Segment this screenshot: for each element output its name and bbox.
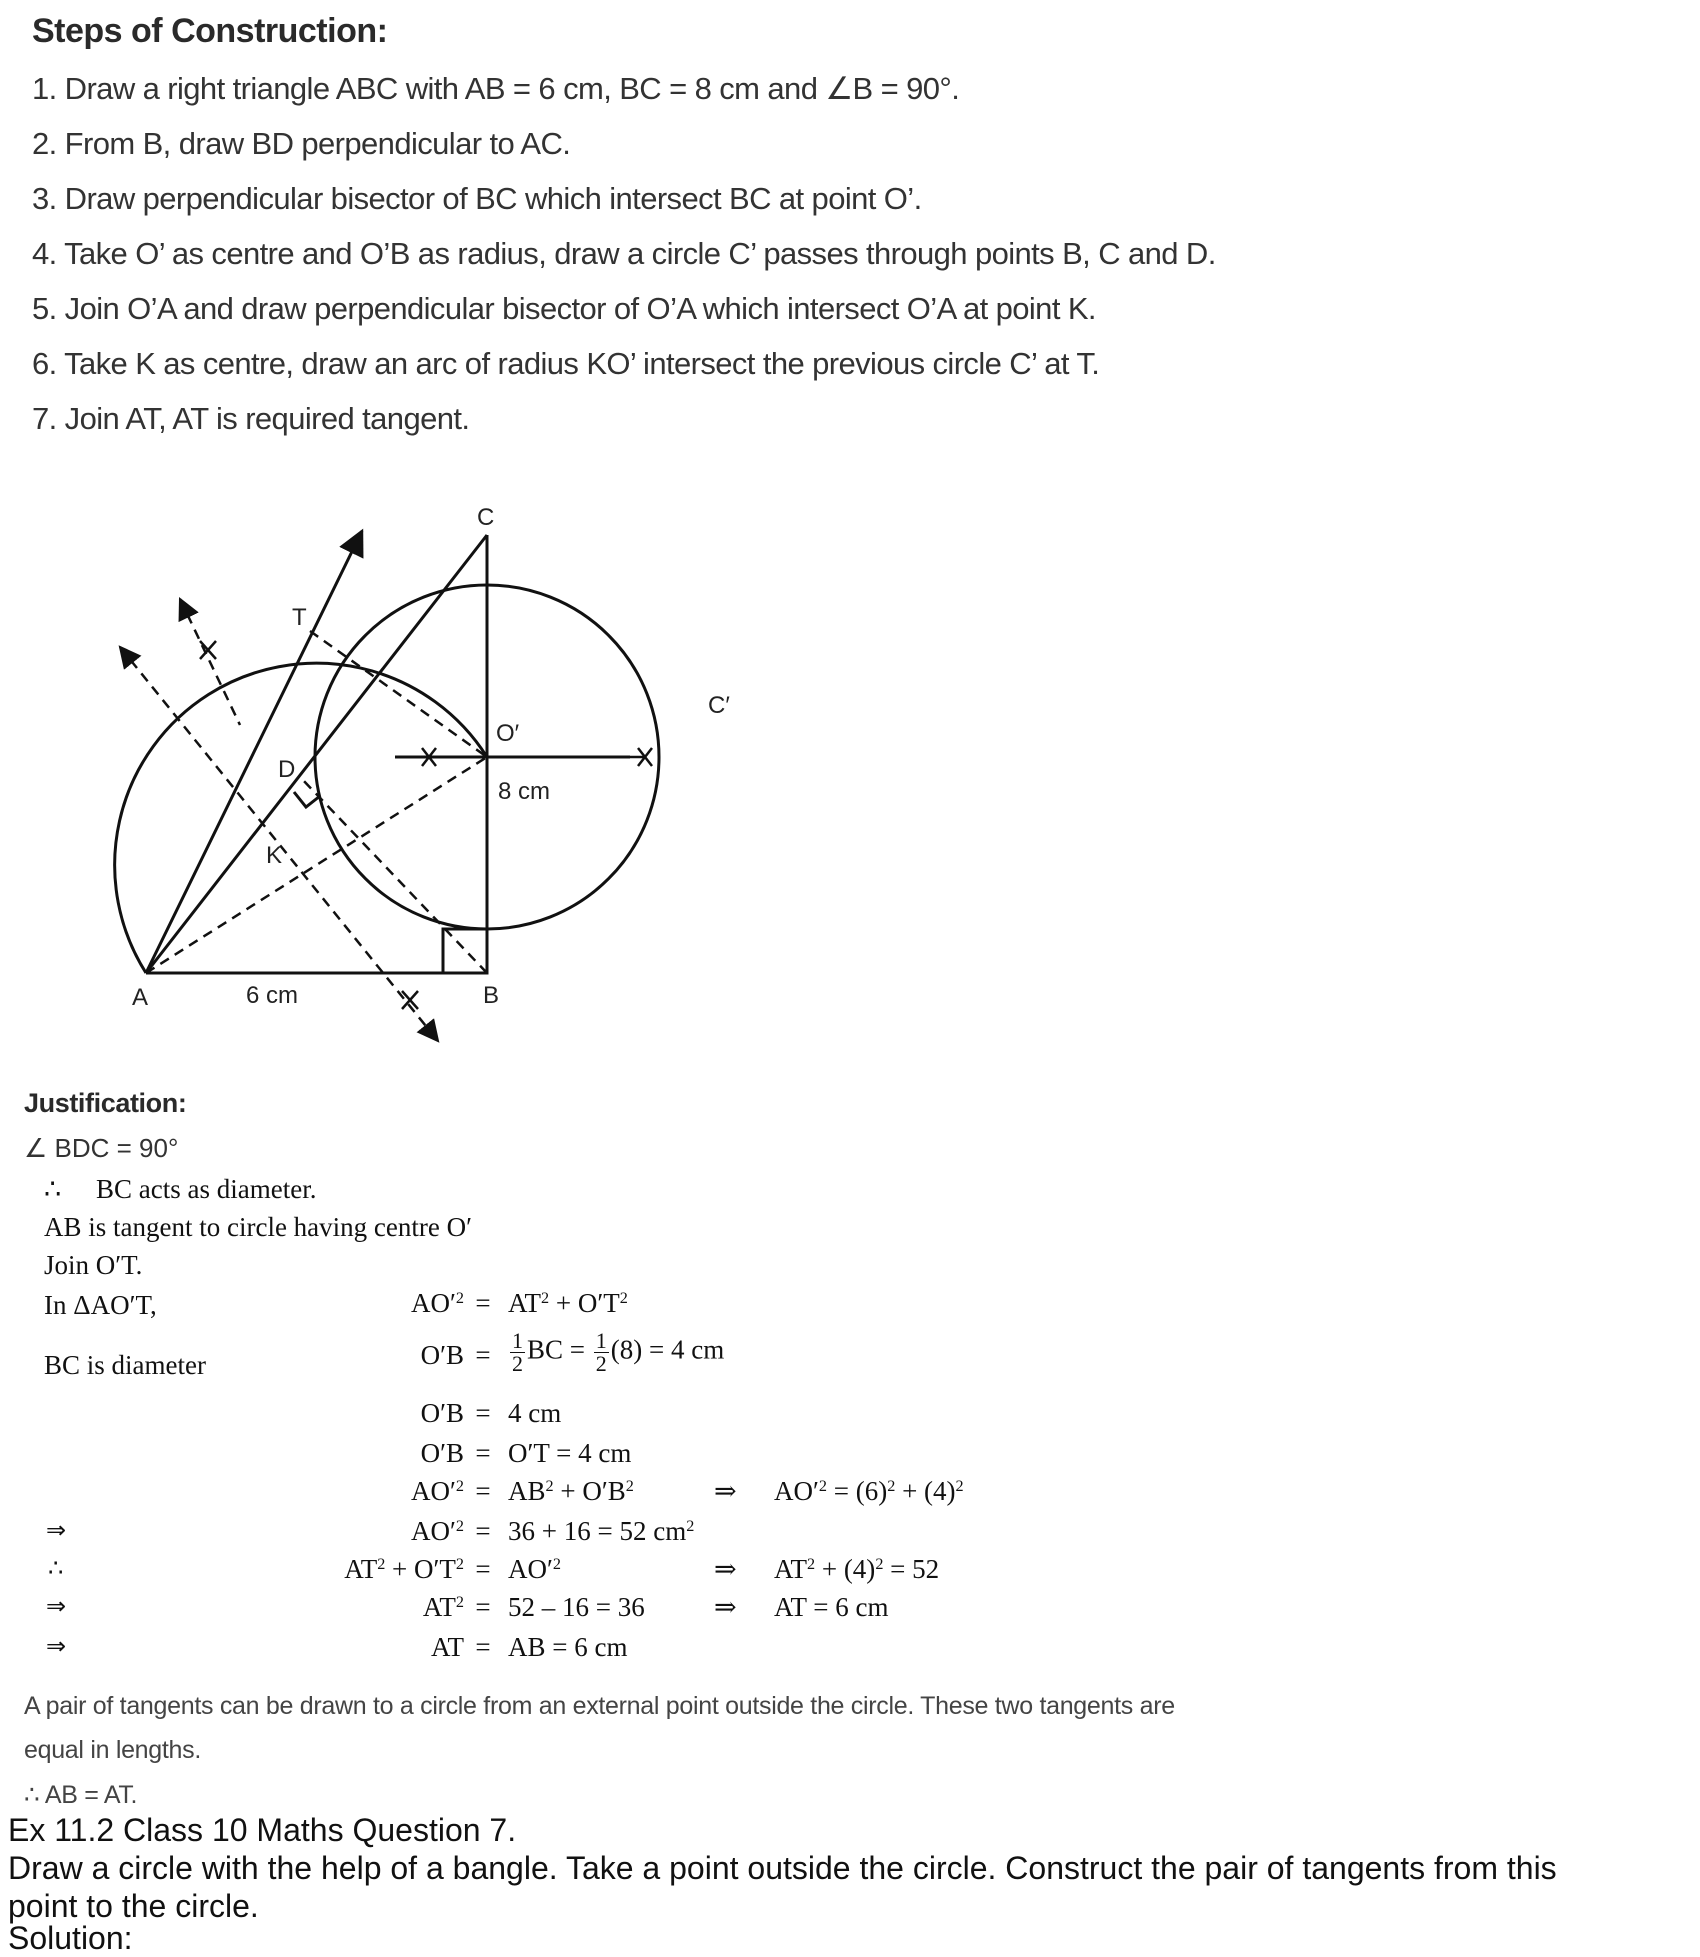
math-derivation: $AO'^2$ = $AT^2 + O'T^2$ O′B = $\frac{1}{2}$ BC = $\frac{1}{2}$ (8) = 4 cm O′B = 4 cm O′B = O′T = 4 cm $AO'^2$ = $AB^2 + O'B^2$ ⇒ $AO'^2 = (6)^2 + (4)^2$ ⇒ $AO'^2$ = 36 + 16 = 52 $cm^2$ ∴ $AT^2 + O'T^2$ = $AO'^2$ ⇒ $AT^2 + (4)^2 = 52$ ⇒ $AT^2$ = 52 – 16 = 36 ⇒ AT = 6 cm ⇒ AT = AB = 6 cm [46, 1288, 964, 1662]
justification-title: Justification: [24, 1088, 187, 1118]
bc-diameter-line: BC is diameter [44, 1350, 206, 1380]
step-item: 1. Draw a right triangle ABC with AB = 6 cm, BC = 8 cm and ∠B = 90°. [32, 71, 960, 106]
angle-bdc: ∠ BDC = 90° [24, 1133, 179, 1163]
label-t: T [292, 604, 307, 631]
label-circle-c: C′ [708, 692, 730, 719]
note-line: equal in lengths. [24, 1736, 201, 1764]
triangle-line: In ΔAO′T, [44, 1290, 157, 1320]
label-d: D [278, 756, 296, 783]
step-item: 3. Draw perpendicular bisector of BC which intersect BC at point O’. [32, 181, 922, 216]
diameter-line: BC acts as diameter. [96, 1174, 317, 1204]
question-text: Draw a circle with the help of a bangle. Take a point outside the circle. Construct the pair of tangents from this [8, 1850, 1557, 1886]
label-b: B [483, 982, 500, 1009]
step-item: 7. Join AT, AT is required tangent. [32, 401, 470, 436]
step-item: 5. Join O’A and draw perpendicular bisector of O’A which intersect O’A at point K. [32, 291, 1096, 326]
join-line: Join O′T. [44, 1250, 143, 1280]
tangent-line: AB is tangent to circle having centre O′ [44, 1212, 473, 1242]
solution-label: Solution: [8, 1920, 133, 1956]
step-item: 2. From B, draw BD perpendicular to AC. [32, 126, 571, 161]
label-6cm: 6 cm [246, 982, 299, 1009]
question-text: point to the circle. [8, 1888, 259, 1924]
step-item: 6. Take K as centre, draw an arc of radius KO’ intersect the previous circle C’ at T. [32, 346, 1100, 381]
label-8cm: 8 cm [498, 778, 551, 805]
therefore-symbol: ∴ [44, 1174, 62, 1204]
note-line: A pair of tangents can be drawn to a circle from an external point outside the circle. These two tangents are [24, 1692, 1175, 1720]
step-item: 4. Take O’ as centre and O’B as radius, draw a circle C’ passes through points B, C and D. [32, 236, 1216, 271]
conclusion-line: ∴ AB = AT. [24, 1781, 138, 1809]
label-o: O′ [496, 720, 520, 747]
label-a: A [132, 984, 149, 1011]
steps-heading: Steps of Construction: [32, 12, 388, 50]
label-c: C [477, 504, 495, 531]
label-k: K [266, 842, 283, 869]
question-title: Ex 11.2 Class 10 Maths Question 7. [8, 1812, 517, 1848]
